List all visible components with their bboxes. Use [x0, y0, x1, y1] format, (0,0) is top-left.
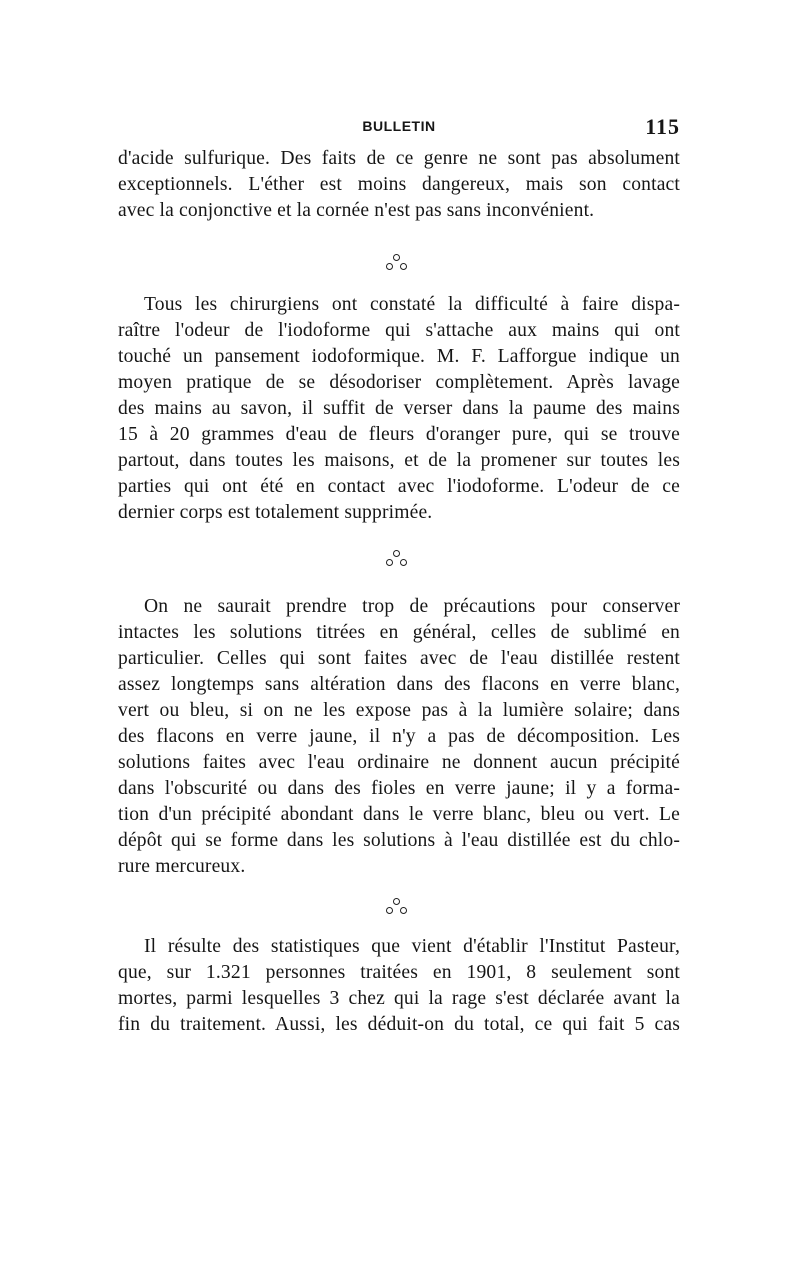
paragraph-1 [118, 146, 680, 224]
text-line: Tous les chirurgiens ont constaté la difficulté à faire dispa- [144, 294, 680, 315]
paragraph-3 [118, 594, 680, 880]
text-line: assez longtemps sans altération dans des flacons en verre blanc, [118, 674, 680, 695]
section-ornament [386, 898, 426, 920]
paragraph-2 [118, 292, 680, 526]
text-line: vert ou bleu, si on ne les expose pas à la lumière solaire; dans [118, 700, 680, 721]
text-line: solutions faites avec l'eau ordinaire ne donnent aucun précipité [118, 752, 680, 773]
text-line: particulier. Celles qui sont faites avec de l'eau distillée restent [118, 648, 680, 669]
text-line: avec la conjonctive et la cornée n'est pas sans inconvénient. [118, 200, 595, 221]
running-head: BULLETIN [362, 118, 436, 134]
section-ornament [386, 254, 426, 276]
text-line: parties qui ont été en contact avec l'iodoforme. L'odeur de ce [118, 476, 680, 497]
text-line: dans l'obscurité ou dans des fioles en verre jaune; il y a forma- [118, 778, 680, 799]
text-line: dépôt qui se forme dans les solutions à l'eau distillée est du chlo- [118, 830, 680, 851]
text-line: 15 à 20 grammes d'eau de fleurs d'oranger pure, qui se trouve [118, 424, 680, 445]
paragraph-4 [118, 934, 680, 1038]
text-line: fin du traitement. Aussi, les déduit-on du total, ce qui fait 5 cas [118, 1014, 680, 1035]
text-line: moyen pratique de se désodoriser complètement. Après lavage [118, 372, 680, 393]
text-line: On ne saurait prendre trop de précautions pour conserver [144, 596, 680, 617]
page-number: 115 [645, 114, 680, 139]
text-line: partout, dans toutes les maisons, et de la promener sur toutes les [118, 450, 680, 471]
text-line: des flacons en verre jaune, il n'y a pas de décomposition. Les [118, 726, 680, 747]
text-line: des mains au savon, il suffit de verser dans la paume des mains [118, 398, 680, 419]
text-line: Il résulte des statistiques que vient d'établir l'Institut Pasteur, [144, 936, 680, 957]
text-line: dernier corps est totalement supprimée. [118, 502, 433, 523]
text-line: rure mercureux. [118, 856, 246, 877]
text-line: d'acide sulfurique. Des faits de ce genre ne sont pas absolument [118, 148, 680, 169]
text-line: raître l'odeur de l'iodoforme qui s'attache aux mains qui ont [118, 320, 680, 341]
text-line: exceptionnels. L'éther est moins dangereux, mais son contact [118, 174, 680, 195]
section-ornament [386, 550, 426, 572]
text-line: tion d'un précipité abondant dans le verre blanc, bleu ou vert. Le [118, 804, 680, 825]
text-line: mortes, parmi lesquelles 3 chez qui la rage s'est déclarée avant la [118, 988, 680, 1009]
text-line: intactes les solutions titrées en général, celles de sublimé en [118, 622, 680, 643]
page-header [118, 114, 680, 140]
text-line: que, sur 1.321 personnes traitées en 1901, 8 seulement sont [118, 962, 680, 983]
text-line: touché un pansement iodoformique. M. F. Lafforgue indique un [118, 346, 680, 367]
